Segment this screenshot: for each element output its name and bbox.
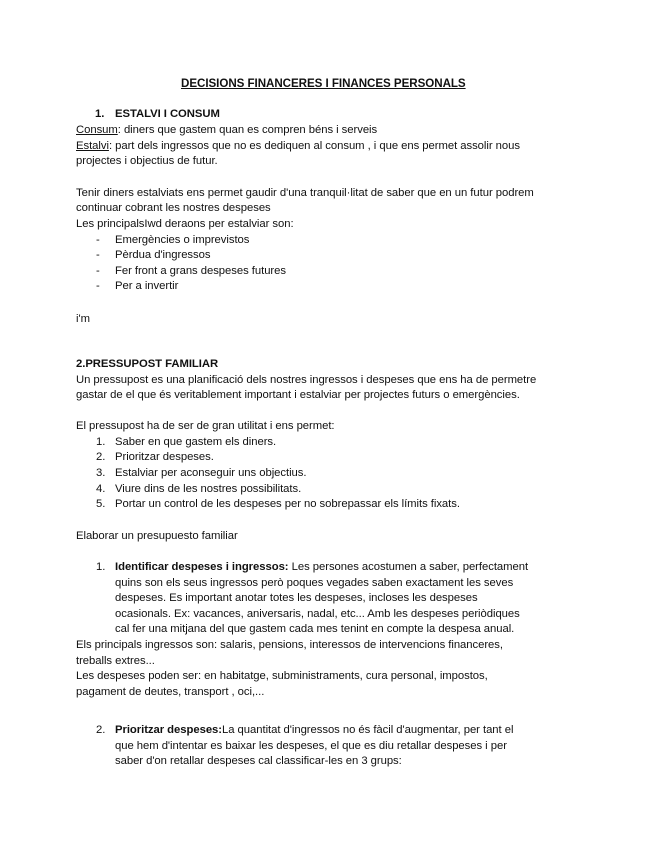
consum-term: Consum [76,124,118,136]
estalvi-definition-cont: projectes i objectius de futur. [76,155,218,167]
step1-line5: cal fer una mitjana del que gastem cada mes tenint en compte la despesa anual. [115,623,515,635]
income-types-line2: treballs extres... [76,655,155,667]
estalvi-text: : part dels ingressos que no es dediquen al consum , i que ens permet assolir nous [108,140,520,152]
elaborar-heading: Elaborar un presupuesto familiar [76,530,238,542]
list-number: 5. [96,498,106,510]
bullet-dash: - [96,280,100,292]
reason-item: Per a invertir [115,280,179,292]
budget-uses-intro: El pressupost ha de ser de gran utilitat i ens permet: [76,420,335,432]
list-number: 2. [96,451,106,463]
step1-line1 [115,560,528,576]
step2-title: Prioritzar despeses: [115,724,222,736]
budget-use-item: Portar un control de les despeses per no sobrepassar els límits fixats. [115,498,460,510]
budget-definition-line2: gastar de el que és veritablement important i estalviar per projectes futurs o emergències. [76,389,520,401]
step2-line2: que hem d'intentar es baixar les despeses, el que es diu retallar despeses i per [115,740,507,752]
step1-line3: despeses. Es important anotar totes les despeses, incloses les despeses [115,592,478,604]
section2-heading: 2.PRESSUPOST FAMILIAR [76,358,219,370]
section1-heading-number: 1. [95,108,105,120]
reason-item: Fer front a grans despeses futures [115,265,286,277]
stray-text: i'm [76,313,90,325]
list-number: 1. [96,561,106,573]
budget-use-item: Viure dins de les nostres possibilitats. [115,483,302,495]
section1-heading: ESTALVI I CONSUM [115,108,220,120]
reasons-intro: Les principalsIwd deraons per estalviar son: [76,218,294,230]
step2-line1 [115,723,513,739]
savings-paragraph-line1: Tenir diners estalviats ens permet gaudir d'una tranquil·litat de saber que en un futur podrem [76,187,534,199]
step1-title: Identificar despeses i ingressos: [115,561,289,573]
expense-types-line2: pagament de deutes, transport , oci,... [76,686,265,698]
income-types-line1: Els principals ingressos son: salaris, pensions, interessos de intervencions financeres, [76,639,503,651]
list-number: 1. [96,436,106,448]
bullet-dash: - [96,265,100,277]
bullet-dash: - [96,249,100,261]
reason-item: Emergències o imprevistos [115,234,250,246]
list-number: 2. [96,724,106,736]
bullet-dash: - [96,234,100,246]
document-title: DECISIONS FINANCERES I FINANCES PERSONALS [181,77,466,90]
reason-item: Pèrdua d'ingressos [115,249,211,261]
list-number: 4. [96,483,106,495]
budget-use-item: Prioritzar despeses. [115,451,214,463]
consum-definition [76,123,377,139]
budget-definition-line1: Un pressupost es una planificació dels nostres ingressos i despeses que ens ha de permetre [76,374,537,386]
estalvi-term: Estalvi [76,140,109,152]
consum-text: : diners que gastem quan es compren béns i serveis [117,124,378,136]
savings-paragraph-line2: continuar cobrant les nostres despeses [76,202,271,214]
step2-line3: saber d'on retallar despeses cal classificar-les en 3 grups: [115,755,402,767]
step1-text: Les persones acostumen a saber, perfectament [288,561,529,573]
list-number: 3. [96,467,106,479]
expense-types-line1: Les despeses poden ser: en habitatge, subministraments, cura personal, impostos, [76,670,488,682]
budget-use-item: Saber en que gastem els diners. [115,436,277,448]
budget-use-item: Estalviar per aconseguir uns objectius. [115,467,307,479]
step1-line2: quins son els seus ingressos però poques vegades saben exactament les seves [115,577,514,589]
step1-line4: ocasionals. Ex: vacances, aniversaris, nadal, etc... Amb les despeses periòdiques [115,608,520,620]
estalvi-definition [76,139,520,155]
step2-text: La quantitat d'ingressos no és fàcil d'augmentar, per tant el [222,724,514,736]
